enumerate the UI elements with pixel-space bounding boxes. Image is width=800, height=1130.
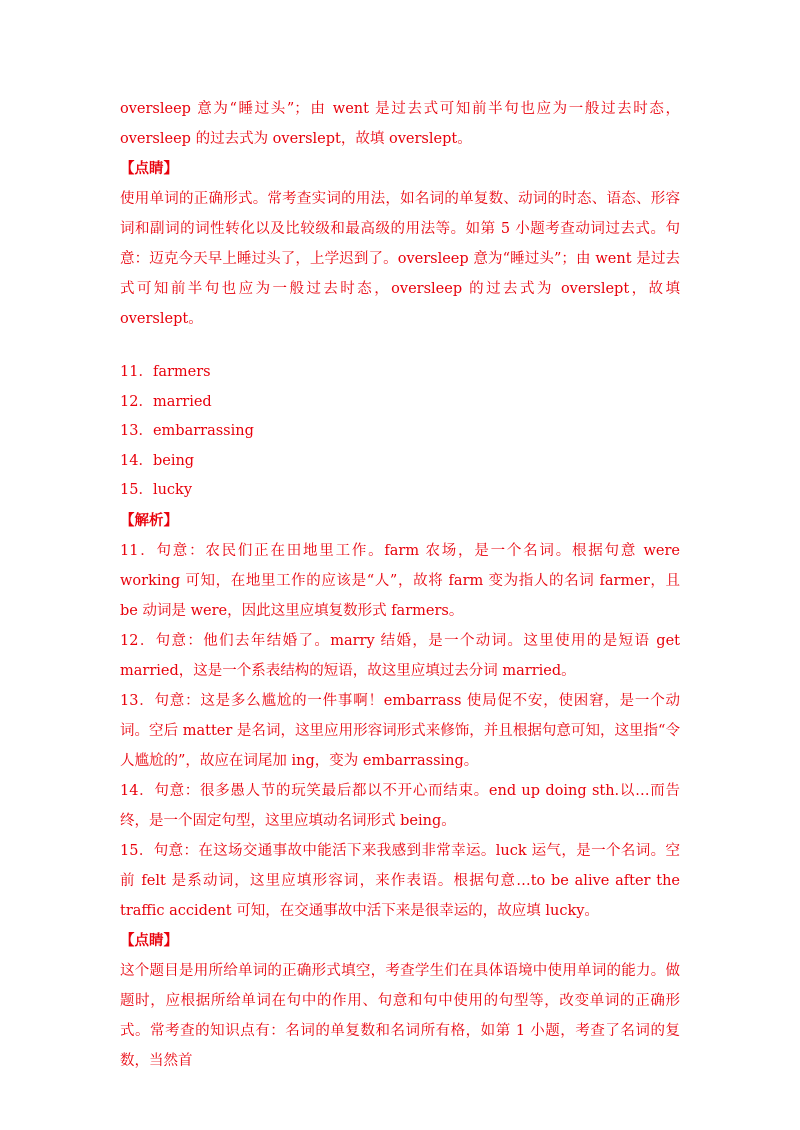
answer-item-11: 11．farmers: [120, 364, 211, 380]
analysis-item-12: 12．句意：他们去年结婚了。marry 结婚，是一个动词。这里使用的是短语 get married，这是一个系表结构的短语，故这里应填过去分词 married。: [120, 632, 680, 679]
answer-list: [120, 358, 680, 506]
answer-item-15: 15．lucky: [120, 482, 193, 498]
dianjing-heading: 【点睛】: [120, 160, 178, 177]
answer-item-12: 12．married: [120, 393, 212, 410]
analysis-item-11: 11．句意：农民们正在田地里工作。farm 农场，是一个名词。根据句意 were working 可知，在地里工作的应该是“人”，故将 farm 变为指人的名词 farmer，且 be 动词是 were，因此这里应填复数形式 farmers。: [120, 542, 680, 619]
dianjing-paragraph-2: 这个题目是用所给单词的正确形式填空，考查学生们在具体语境中使用单词的能力。做题时，应根据所给单词在句中的作用、句意和句中使用的句型等，改变单词的正确形式。常考查的知识点有：名词的单复数和名词所有格，如第 1 小题，考查了名词的复数，当然首: [120, 962, 680, 1069]
document-page: [120, 94, 680, 1076]
analysis-heading: 【解析】: [120, 511, 178, 529]
dianjing-paragraph: 使用单词的正确形式。常考查实词的用法，如名词的单复数、动词的时态、语态、形容词和副词的词性转化以及比较级和最高级的用法等。如第 5 小题考查动词过去式。句意：迈克今天早上睡过头了，上学迟到了。oversleep 意为“睡过头”；由 went 是过去式可知前半句也应为一般过去时态，oversleep 的过去式为 overslept，故填 overslept。: [120, 191, 680, 327]
answer-explanation-q10: oversleep 意为“睡过头”；由 went 是过去式可知前半句也应为一般过去时态，oversleep 的过去式为 overslept，故填 overslept。: [120, 101, 680, 147]
section-gap: [120, 334, 680, 358]
dianjing-heading-2: 【点睛】: [120, 931, 178, 949]
analysis-item-13: 13．句意：这是多么尴尬的一件事啊！embarrass 使局促不安，使困窘，是一个动词。空后 matter 是名词，这里应用形容词形式来修饰，并且根据句意可知，这里指“令人尴尬的”，故应在词尾加 ing，变为 embarrassing。: [120, 692, 680, 769]
analysis-item-15: 15．句意：在这场交通事故中能活下来我感到非常幸运。luck 运气，是一个名词。空前 felt 是系动词，这里应填形容词，来作表语。根据句意…to be alive after the traffic accident 可知，在交通事故中活下来是很幸运的，故应填 lucky。: [120, 842, 680, 919]
answer-item-14: 14．being: [120, 452, 195, 469]
answer-item-13: 13．embarrassing: [120, 423, 254, 439]
analysis-item-14: 14．句意：很多愚人节的玩笑最后都以不开心而结束。end up doing sth.以…而告终，是一个固定句型，这里应填动名词形式 being。: [120, 782, 680, 829]
